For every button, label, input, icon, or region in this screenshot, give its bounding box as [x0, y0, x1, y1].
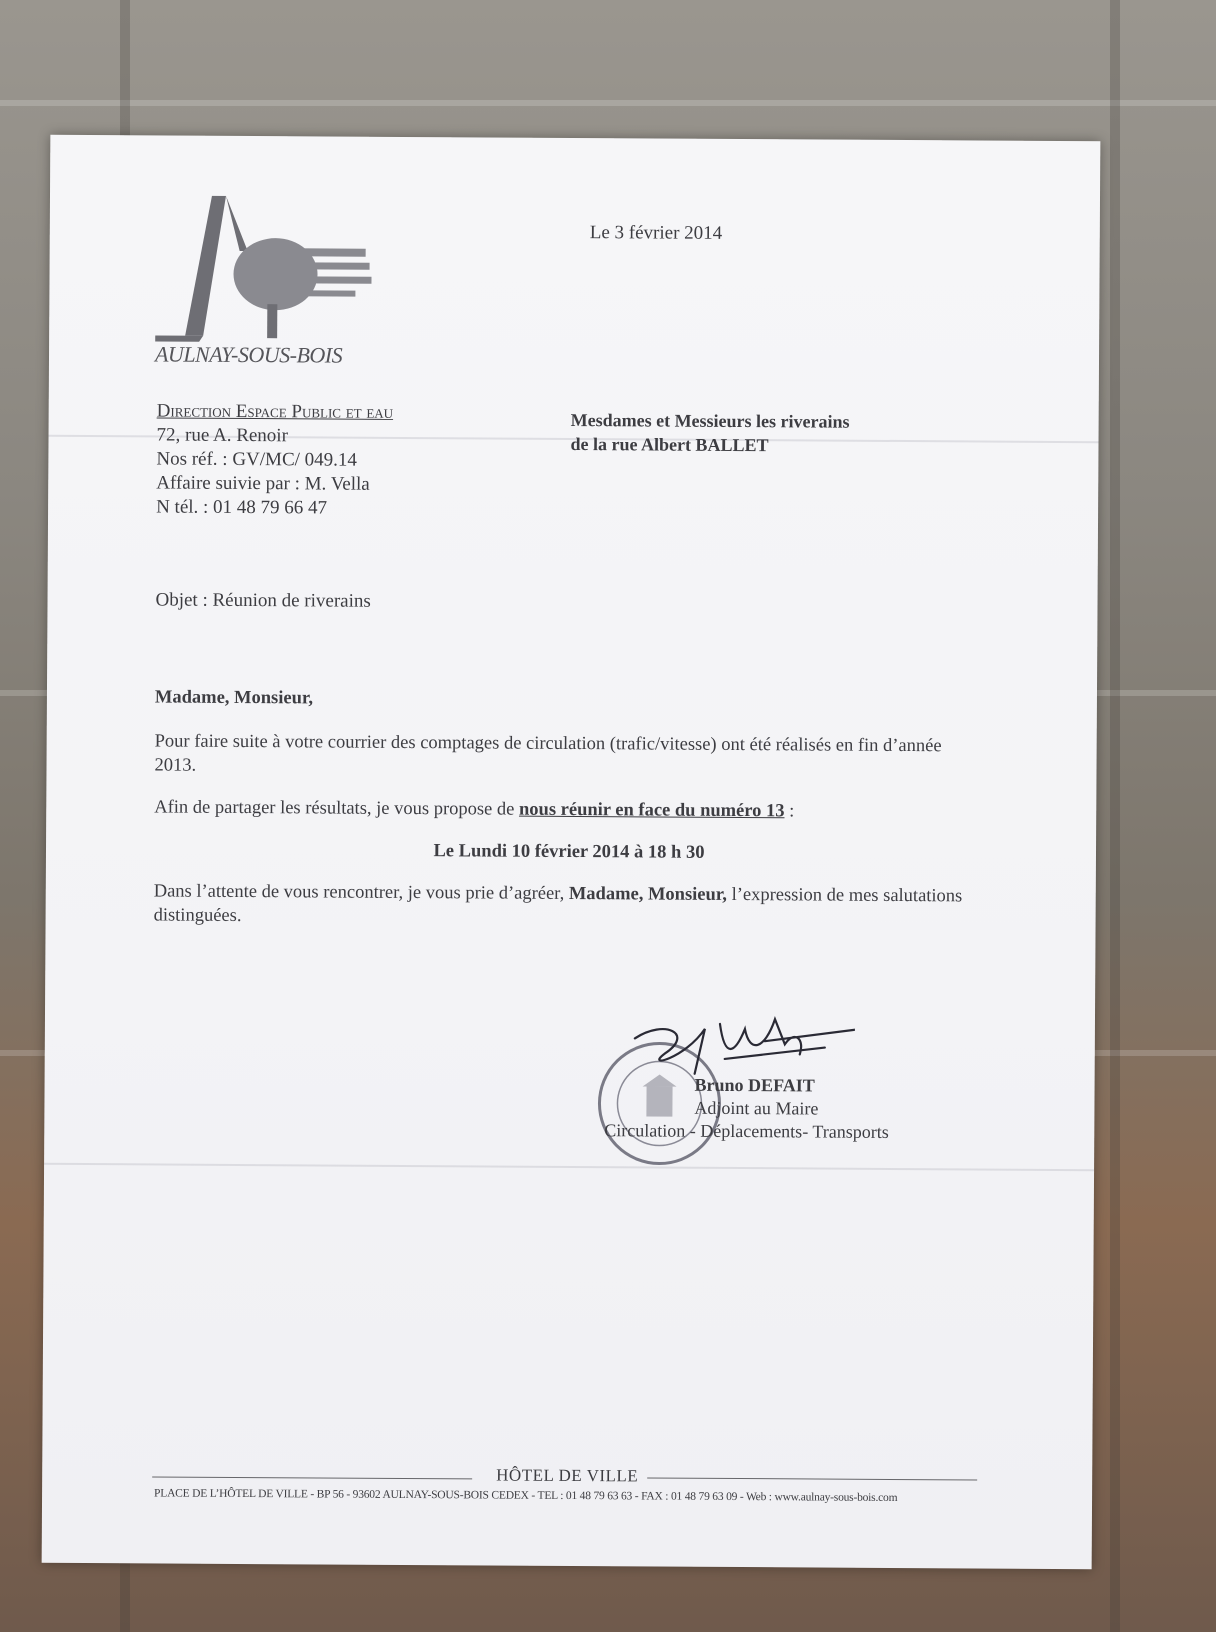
background-plank [0, 100, 1216, 106]
footer-address: PLACE DE L’HÔTEL DE VILLE - BP 56 - 93602 AULNAY-SOUS-BOIS CEDEX - TEL : 01 48 79 63 63 - FAX : 01 48 79 63 09 - Web : www.aulnay-sous-bois.com [154, 1487, 898, 1505]
paragraph-counts: Pour faire suite à votre courrier des comptages de circulation (trafic/vitesse) ont été réalisés en fin d’année 2013. [154, 731, 942, 776]
recipient-block [570, 408, 849, 458]
letter-date: Le 3 février 2014 [589, 222, 723, 244]
logo-wordmark: AULNAY-SOUS-BOIS [154, 341, 343, 368]
sender-reference: Nos réf. : GV/MC/ 049.14 [156, 448, 358, 471]
letter-body [153, 685, 985, 950]
letter-subject: Objet : Réunion de riverains [155, 589, 371, 612]
closing-salutation: Madame, Monsieur, [568, 883, 728, 905]
greeting: Madame, Monsieur, [154, 687, 314, 709]
recipient-line: Mesdames et Messieurs les riverains [570, 409, 850, 432]
sender-department: Direction Espace Public et eau [156, 400, 394, 423]
sender-block [156, 399, 393, 520]
paper-fold [44, 1163, 1094, 1171]
signatory-block [604, 1074, 889, 1144]
paragraph-invitation [154, 795, 984, 824]
meeting-place: nous réunir en face du numéro 13 [518, 799, 785, 822]
closing-end: l’expression de mes salutations distinguées. [153, 884, 963, 926]
paragraph-closing [154, 879, 984, 932]
signatory-title: Adjoint au Maire [694, 1097, 819, 1119]
signatory-domain: Circulation - Déplacements- Transports [604, 1120, 889, 1142]
sender-phone: N tél. : 01 48 79 66 47 [156, 496, 328, 519]
sender-address: 72, rue A. Renoir [156, 424, 289, 447]
letter-sheet [42, 135, 1101, 1569]
invitation-text: Afin de partager les résultats, je vous propose de [154, 797, 520, 820]
background-post [1110, 0, 1120, 1632]
invitation-end: : [784, 801, 795, 822]
signatory-name: Bruno DEFAIT [694, 1074, 815, 1096]
recipient-line: de la rue Albert BALLET [570, 433, 769, 456]
meeting-datetime: Le Lundi 10 février 2014 à 18 h 30 [433, 841, 705, 863]
footer-title: HÔTEL DE VILLE [496, 1465, 639, 1486]
closing-text: Dans l’attente de vous rencontrer, je vous prie d’agréer, [153, 881, 569, 904]
sender-followed-by: Affaire suivie par : M. Vella [156, 472, 370, 495]
